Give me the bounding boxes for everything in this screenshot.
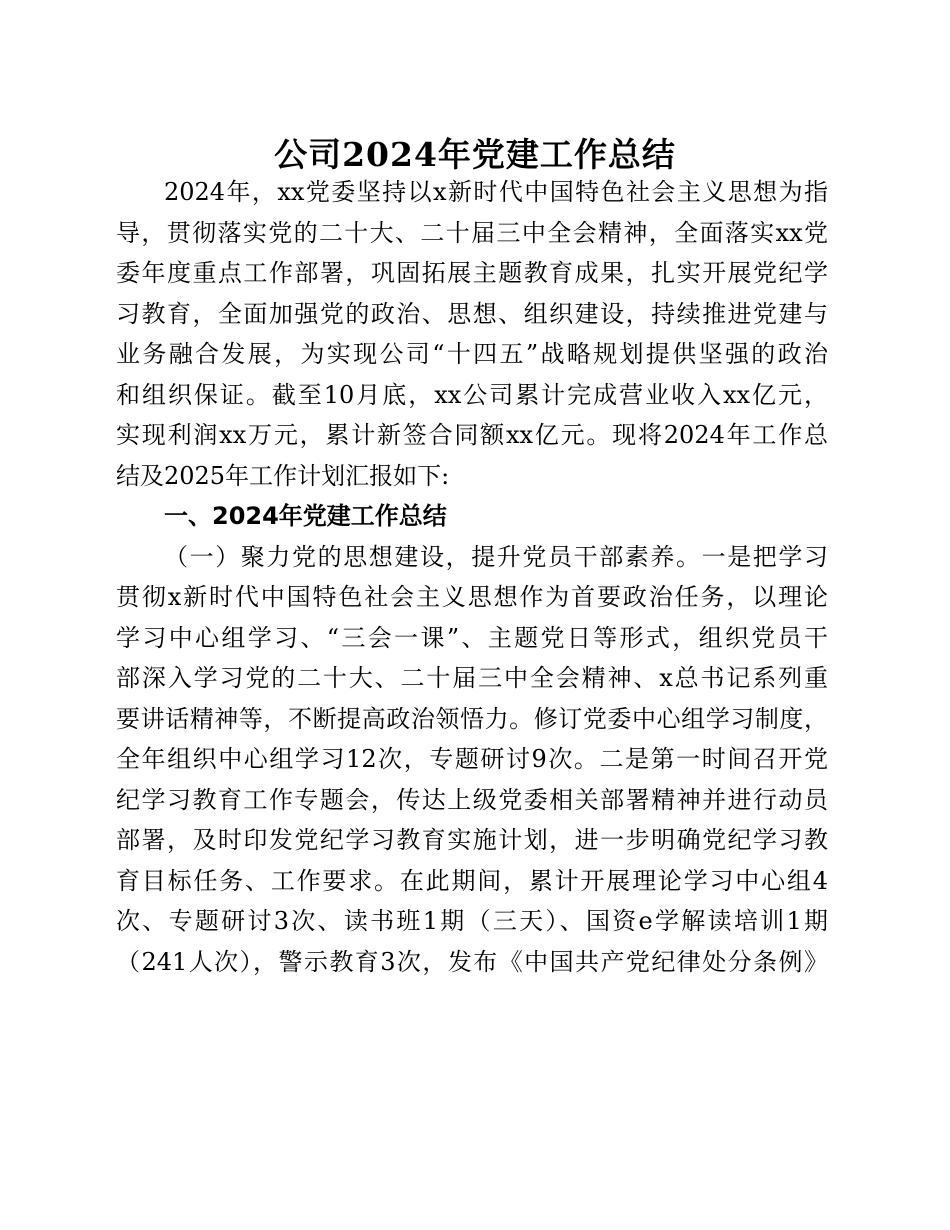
paragraph-2-line: 部署，及时印发党纪学习教育实施计划，进一步明确党纪学习教 [116, 826, 828, 854]
paragraph-1-line: 业务融合发展，为实现公司“十四五”战略规划提供坚强的政治 [116, 340, 828, 368]
paragraph-1-line: 导，贯彻落实党的二十大、二十届三中全会精神，全面落实xx党 [116, 218, 828, 247]
paragraph-2-line: 纪学习教育工作专题会，传达上级党委相关部署精神并进行动员 [116, 785, 828, 814]
paragraph-1-line: 2024年，xx党委坚持以x新时代中国特色社会主义思想为指 [164, 178, 828, 206]
paragraph-1-line: 和组织保证。截至10月底，xx公司累计完成营业收入xx亿元， [116, 380, 828, 409]
paragraph-2-line: 全年组织中心组学习12次，专题研讨9次。二是第一时间召开党 [116, 745, 828, 773]
document-title: 公司2024年党建工作总结 [274, 135, 676, 174]
section-heading: 一、2024年党建工作总结 [164, 502, 447, 530]
paragraph-1-line: 委年度重点工作部署，巩固拓展主题教育成果，扎实开展党纪学 [116, 259, 828, 287]
paragraph-2-line: 部深入学习党的二十大、二十届三中全会精神、x总书记系列重 [116, 664, 828, 692]
paragraph-2-line: （241人次），警示教育3次，发布《中国共产党纪律处分条例》 [116, 947, 828, 976]
paragraph-2-line: （一）聚力党的思想建设，提升党员干部素养。一是把学习 [164, 542, 828, 571]
paragraph-2-line: 贯彻x新时代中国特色社会主义思想作为首要政治任务，以理论 [116, 583, 828, 611]
paragraph-2-line: 学习中心组学习、“三会一课”、主题党日等形式，组织党员干 [116, 623, 828, 652]
document-body [116, 172, 828, 982]
paragraph-2-line: 育目标任务、工作要求。在此期间，累计开展理论学习中心组4 [116, 866, 828, 895]
paragraph-2-line: 次、专题研讨3次、读书班1期（三天）、国资e学解读培训1期 [116, 907, 828, 935]
paragraph-2-line: 要讲话精神等，不断提高政治领悟力。修订党委中心组学习制度， [116, 704, 828, 733]
paragraph-1-line: 习教育，全面加强党的政治、思想、组织建设，持续推进党建与 [116, 299, 828, 328]
paragraph-1-line: 实现利润xx万元，累计新签合同额xx亿元。现将2024年工作总 [116, 421, 828, 449]
paragraph-1-line: 结及2025年工作计划汇报如下: [116, 461, 450, 490]
